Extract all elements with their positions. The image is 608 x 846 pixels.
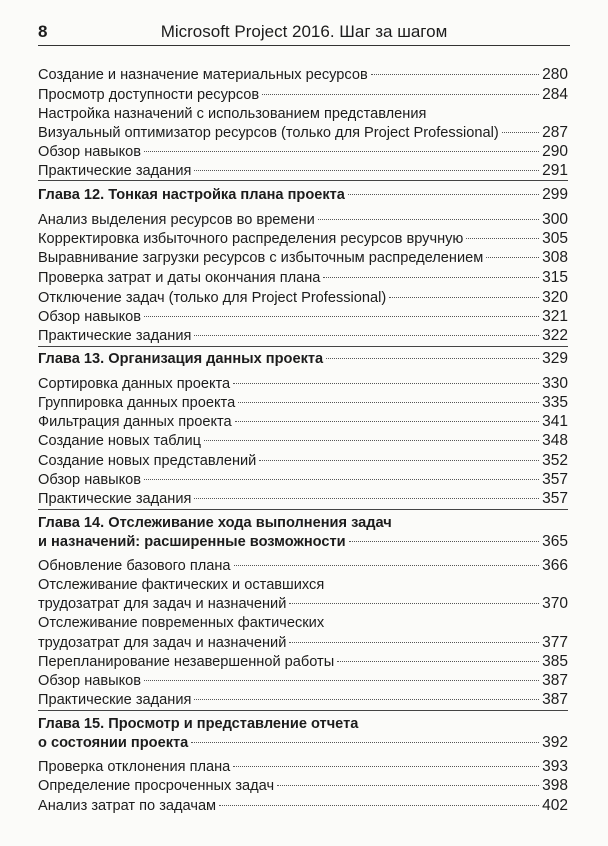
toc-entry [38,327,568,345]
dot-leader [144,316,539,317]
toc-entry [38,797,568,815]
toc-entry-page: 393 [542,758,568,775]
dot-leader [326,358,539,359]
toc-entry-page: 320 [542,289,568,306]
dot-leader [323,277,539,278]
toc-entry [38,124,568,142]
toc-entry-page: 329 [542,350,568,367]
dot-leader [144,479,539,480]
toc-entry-page: 402 [542,797,568,814]
toc-entry-page: 300 [542,211,568,228]
header-rule [38,45,570,46]
toc-entry-title: Проверка отклонения плана [38,759,231,775]
toc-chapter-title: Глава 13. Организация данных проекта [38,351,324,367]
toc-entry-title: Группировка данных проекта [38,395,236,411]
toc-entry [38,653,568,671]
toc-entry-title: Создание и назначение материальных ресурсов [38,67,368,83]
toc-entry [38,432,568,450]
toc-entry-title: Анализ выделения ресурсов во времени [38,212,315,228]
toc-entry-title: Обзор навыков [38,673,142,689]
toc-entry [38,777,568,795]
toc-entry-title: трудозатрат для задач и назначений [38,596,287,612]
dot-leader [233,383,539,384]
toc-entry [38,249,568,267]
toc-entry-title: Обзор навыков [38,309,142,325]
toc-entry-page: 387 [542,691,568,708]
toc-entry-page: 352 [542,452,568,469]
toc-entry [38,162,568,180]
toc-chapter-title: Глава 12. Тонкая настройка плана проекта [38,187,345,203]
toc-entry-page: 287 [542,124,568,141]
toc-entry [38,394,568,412]
chapter-separator [38,710,568,711]
toc-entry-title: Фильтрация данных проекта [38,414,232,430]
toc-entry-title: Обновление базового плана [38,558,231,574]
dot-leader [486,257,539,258]
toc-entry-title: Обзор навыков [38,472,142,488]
toc-entry [38,490,568,508]
dot-leader [144,151,539,152]
toc-entry-page: 357 [542,471,568,488]
toc-entry-page: 330 [542,375,568,392]
toc-entry-page: 290 [542,143,568,160]
toc-entry-page: 398 [542,777,568,794]
toc-entry-page: 308 [542,249,568,266]
toc-chapter-title: о состоянии проекта [38,735,189,751]
dot-leader [191,742,539,743]
toc-entry [38,691,568,709]
dot-leader [259,460,539,461]
toc-entry-title: трудозатрат для задач и назначений [38,635,287,651]
page-number: 8 [38,22,48,41]
dot-leader [238,402,539,403]
toc-entry [38,595,568,613]
toc-entry-page: 280 [542,66,568,83]
toc-entry-page: 299 [542,186,568,203]
dot-leader [234,565,540,566]
dot-leader [349,541,539,542]
toc-entry [38,143,568,161]
toc-entry [38,758,568,776]
toc-entry-title: Практические задания [38,163,192,179]
dot-leader [235,421,539,422]
toc-chapter-entry [38,533,568,551]
page-header [38,20,570,48]
toc-entry-title: Сортировка данных проекта [38,376,231,392]
toc-entry [38,66,568,84]
toc-entry-title: Просмотр доступности ресурсов [38,87,260,103]
toc-entry-title: Практические задания [38,692,192,708]
toc-entry [38,289,568,307]
toc-entry-page: 335 [542,394,568,411]
toc-entry-page: 291 [542,162,568,179]
toc-entry-title: Анализ затрат по задачам [38,798,217,814]
toc-entry-title: Выравнивание загрузки ресурсов с избыточным распределением [38,250,484,266]
toc-entry [38,413,568,431]
toc-entry-title: Проверка затрат и даты окончания плана [38,270,321,286]
dot-leader [389,297,539,298]
toc-entry-page: 385 [542,653,568,670]
toc-chapter-title: и назначений: расширенные возможности [38,534,346,550]
toc-entry-page: 284 [542,86,568,103]
toc-entry [38,471,568,489]
dot-leader [289,642,539,643]
toc-chapter-title-line1: Глава 15. Просмотр и представление отчета [38,716,359,732]
toc-chapter-entry [38,350,568,368]
toc-chapter-entry [38,734,568,752]
dot-leader [204,440,539,441]
toc-entry-title: Практические задания [38,491,192,507]
toc-entry [38,211,568,229]
dot-leader [502,132,539,133]
dot-leader [194,498,539,499]
toc-entry-page: 370 [542,595,568,612]
dot-leader [262,94,539,95]
toc-entry-title-line1: Настройка назначений с использованием представления [38,106,427,122]
toc-entry-title: Визуальный оптимизатор ресурсов (только для Project Professional) [38,125,499,141]
chapter-separator [38,509,568,510]
dot-leader [348,194,539,195]
toc-entry-title: Перепланирование незавершенной работы [38,654,335,670]
toc-entry-page: 387 [542,672,568,689]
dot-leader [144,680,539,681]
toc-entry-title: Создание новых представлений [38,453,257,469]
toc-entry [38,452,568,470]
toc-entry-page: 315 [542,269,568,286]
toc-entry [38,672,568,690]
dot-leader [219,805,539,806]
running-title: Microsoft Project 2016. Шаг за шагом [160,22,448,41]
dot-leader [337,661,539,662]
toc-entry [38,308,568,326]
dot-leader [289,603,539,604]
toc-entry-title: Создание новых таблиц [38,433,202,449]
dot-leader [194,699,539,700]
toc-entry-title: Отключение задач (только для Project Professional) [38,290,387,306]
toc-entry-page: 392 [542,734,568,751]
toc-entry-page: 348 [542,432,568,449]
chapter-separator [38,346,568,347]
dot-leader [194,170,539,171]
toc-entry-title: Корректировка избыточного распределения ресурсов вручную [38,231,464,247]
toc-entry-title-line1: Отслеживание фактических и оставшихся [38,577,325,593]
toc-entry-title: Определение просроченных задач [38,778,275,794]
toc-entry [38,269,568,287]
toc-entry [38,634,568,652]
toc-entry-title: Обзор навыков [38,144,142,160]
toc-entry-page: 357 [542,490,568,507]
toc-entry-page: 366 [542,557,568,574]
dot-leader [194,335,539,336]
toc-chapter-title-line1: Глава 14. Отслеживание хода выполнения задач [38,515,392,531]
toc-entry-title: Практические задания [38,328,192,344]
dot-leader [371,74,539,75]
toc-entry-page: 341 [542,413,568,430]
toc-entry-page: 322 [542,327,568,344]
toc-chapter-entry [38,186,568,204]
toc-entry-page: 305 [542,230,568,247]
dot-leader [233,766,539,767]
toc-entry-page: 377 [542,634,568,651]
toc-entry [38,86,568,104]
toc-entry-title-line1: Отслеживание повременных фактических [38,615,325,631]
toc-entry [38,230,568,248]
toc-entry [38,375,568,393]
chapter-separator [38,180,568,181]
dot-leader [277,785,539,786]
toc-entry-page: 365 [542,533,568,550]
dot-leader [318,219,539,220]
toc-entry-page: 321 [542,308,568,325]
toc-entry [38,557,568,575]
dot-leader [466,238,539,239]
